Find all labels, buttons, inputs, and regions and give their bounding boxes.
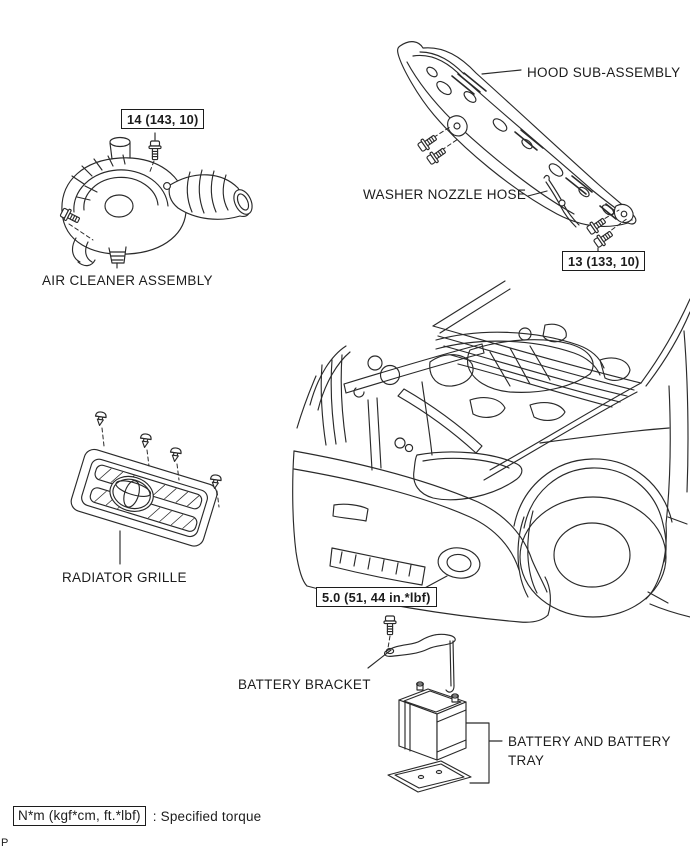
- label-battery-and-tray-line1: BATTERY AND BATTERY: [508, 734, 671, 749]
- torque-legend: [13, 806, 261, 826]
- air-cleaner-drawing: [59, 133, 255, 268]
- label-battery-bracket: BATTERY BRACKET: [238, 677, 371, 692]
- battery-drawing: [368, 576, 502, 792]
- label-washer-nozzle-hose: WASHER NOZZLE HOSE: [363, 187, 527, 202]
- torque-legend-description: : Specified torque: [152, 808, 262, 824]
- torque-legend-symbol: N*m (kgf*cm, ft.*lbf): [13, 806, 146, 826]
- label-battery-and-tray: [508, 732, 671, 770]
- label-radiator-grille: RADIATOR GRILLE: [62, 570, 187, 585]
- label-battery-and-tray-line2: TRAY: [508, 753, 545, 768]
- radiator-grille-drawing: [69, 411, 222, 564]
- label-air-cleaner-assembly: AIR CLEANER ASSEMBLY: [42, 273, 213, 288]
- torque-spec-battery-bracket-bolt: 5.0 (51, 44 in.*lbf): [316, 587, 437, 607]
- torque-spec-hood-hinge-bolt: 13 (133, 10): [562, 251, 645, 271]
- vehicle-drawing: [293, 281, 690, 622]
- torque-spec-air-cleaner-bolt: 14 (143, 10): [121, 109, 204, 129]
- label-hood-sub-assembly: HOOD SUB-ASSEMBLY: [527, 65, 681, 80]
- page-marker: P: [1, 837, 9, 849]
